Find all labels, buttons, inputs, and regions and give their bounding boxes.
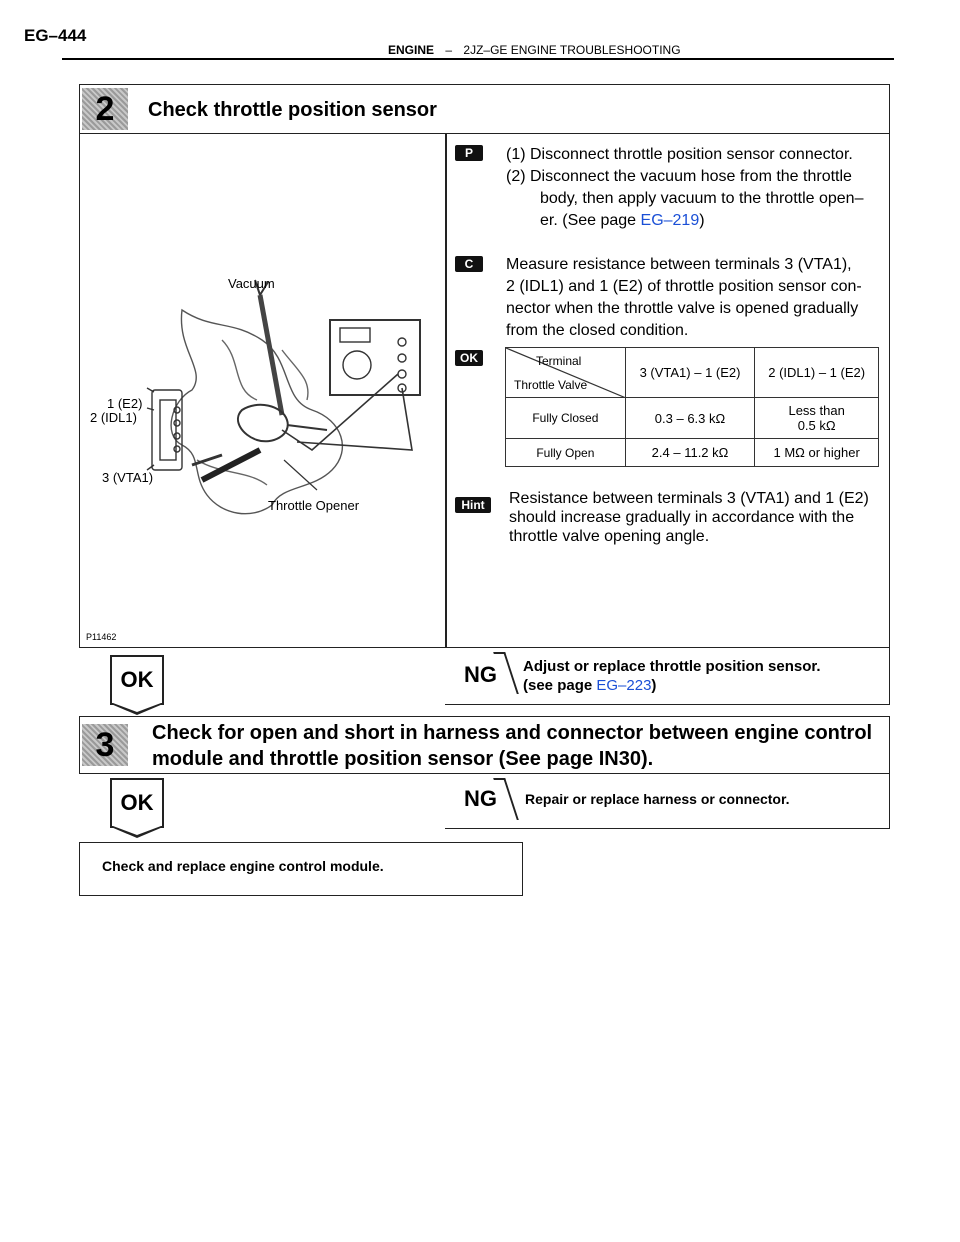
final-action-text: Check and replace engine control module.: [102, 858, 384, 874]
corner-throttle-label: Throttle Valve: [514, 378, 588, 392]
step2-divider: [445, 133, 447, 648]
prep-page-link[interactable]: EG–219: [640, 212, 700, 229]
step2-ng-page-link[interactable]: EG–223: [596, 677, 652, 694]
step3-ng-action: Repair or replace harness or connector.: [525, 791, 790, 807]
hint-line-1: Resistance between terminals 3 (VTA1) and 1 (E2): [509, 490, 869, 507]
header-section: ENGINE: [388, 43, 435, 57]
check-line-1: Measure resistance between terminals 3 (VTA1),: [506, 256, 852, 273]
step2-ok-result: OK: [110, 655, 164, 705]
table-row: [506, 439, 879, 467]
label-vacuum: Vacuum: [228, 276, 275, 291]
label-throttle-opener: Throttle Opener: [268, 498, 360, 513]
step2-ng-action-line2: [523, 676, 656, 695]
step2-ng-action-text: (see page: [523, 677, 597, 694]
fully-closed-idl1: [755, 398, 879, 439]
step2-ng-label: NG: [464, 662, 497, 687]
fully-closed-idl1-line2: 0.5 kΩ: [797, 418, 836, 433]
hint-line-3: throttle valve opening angle.: [509, 528, 710, 545]
sensor-illustration: [82, 270, 444, 640]
step3-title-line1: Check for open and short in harness and connector between engine control: [152, 722, 873, 744]
header-separator: –: [445, 43, 453, 57]
prep-line-2: (2) Disconnect the vacuum hose from the throttle: [506, 168, 852, 185]
fully-open-vta1: 2.4 – 11.2 kΩ: [625, 439, 755, 467]
check-line-3: nector when the throttle valve is opened gradually: [506, 300, 859, 317]
check-tag: C: [455, 256, 483, 272]
running-header: [388, 43, 681, 57]
table-row: [506, 398, 879, 439]
fully-closed-vta1: 0.3 – 6.3 kΩ: [625, 398, 755, 439]
row-label-fully-open: Fully Open: [506, 439, 626, 467]
page-number: EG–444: [24, 26, 87, 45]
spec-table-corner: [506, 348, 626, 398]
figure-code: P11462: [86, 632, 117, 642]
spec-col1-header: 3 (VTA1) – 1 (E2): [625, 348, 755, 398]
hint-tag: Hint: [455, 497, 491, 513]
header-rule: [62, 58, 894, 60]
fully-closed-idl1-line1: Less than: [788, 403, 845, 418]
step2-number-badge: 2: [82, 88, 128, 130]
fully-open-idl1: 1 MΩ or higher: [755, 439, 879, 467]
check-line-4: from the closed condition.: [506, 322, 689, 339]
prep-line-4-text: er. (See page: [540, 212, 641, 229]
ok-spec-tag: OK: [455, 350, 483, 366]
step3-number-badge: 3: [82, 724, 128, 766]
prep-line-1: (1) Disconnect throttle position sensor connector.: [506, 146, 853, 163]
header-subsection: 2JZ–GE ENGINE TROUBLESHOOTING: [463, 43, 681, 57]
step3-ng-label: NG: [464, 786, 497, 811]
check-line-2: 2 (IDL1) and 1 (E2) of throttle position sensor con-: [506, 278, 862, 295]
spec-table-header-row: [506, 348, 879, 398]
prep-line-4: [540, 210, 705, 232]
label-terminal-idl1: 2 (IDL1): [90, 410, 137, 425]
label-terminal-e2: 1 (E2): [107, 396, 143, 411]
sensor-diagram-svg: [82, 270, 444, 640]
label-terminal-vta1: 3 (VTA1): [102, 470, 154, 485]
prep-tag: P: [455, 145, 483, 161]
step2-title: Check throttle position sensor: [148, 99, 437, 121]
resistance-spec-table: [505, 347, 879, 467]
corner-terminal-label: Terminal: [536, 354, 582, 368]
step3-title-line2: module and throttle position sensor (See page IN30).: [152, 748, 654, 770]
prep-line-3: body, then apply vacuum to the throttle open–: [540, 190, 864, 207]
prep-line-4-close: ): [699, 212, 705, 229]
step2-ng-action-line1: Adjust or replace throttle position sensor.: [523, 658, 821, 675]
step3-ok-result: OK: [110, 778, 164, 828]
spec-col2-header: 2 (IDL1) – 1 (E2): [755, 348, 879, 398]
hint-line-2: should increase gradually in accordance with the: [509, 509, 855, 526]
step2-ng-close: ): [651, 677, 657, 694]
row-label-fully-closed: Fully Closed: [506, 398, 626, 439]
